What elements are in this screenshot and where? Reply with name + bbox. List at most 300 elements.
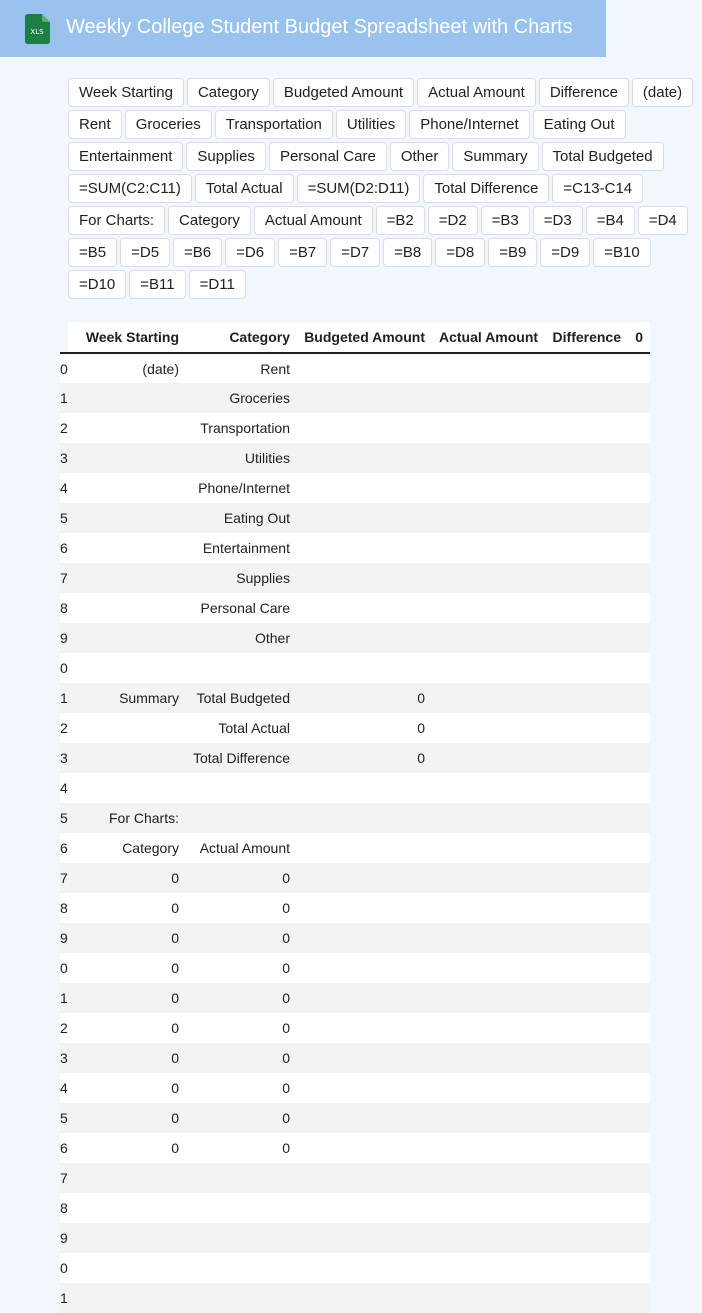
table-cell bbox=[545, 983, 628, 1013]
table-cell bbox=[68, 1193, 186, 1223]
table-cell: Total Budgeted bbox=[186, 683, 297, 713]
table-row bbox=[60, 1163, 650, 1193]
row-index: 4 bbox=[60, 473, 68, 503]
table-cell: (date) bbox=[68, 353, 186, 383]
table-cell: 0 bbox=[297, 743, 432, 773]
table-cell bbox=[628, 1283, 650, 1313]
row-index: 0 bbox=[60, 653, 68, 683]
table-cell bbox=[432, 623, 545, 653]
table-row bbox=[60, 623, 650, 653]
table-cell bbox=[432, 713, 545, 743]
table-cell bbox=[628, 383, 650, 413]
table-cell bbox=[545, 803, 628, 833]
row-index: 2 bbox=[60, 1013, 68, 1043]
table-cell: Phone/Internet bbox=[186, 473, 297, 503]
row-index: 3 bbox=[60, 1043, 68, 1073]
column-chip[interactable]: =D5 bbox=[120, 238, 170, 267]
table-cell bbox=[186, 773, 297, 803]
table-cell bbox=[297, 803, 432, 833]
table-cell bbox=[432, 533, 545, 563]
table-cell bbox=[545, 683, 628, 713]
column-chip[interactable]: =B11 bbox=[129, 270, 185, 299]
table-cell bbox=[432, 1073, 545, 1103]
table-cell bbox=[68, 473, 186, 503]
table-cell bbox=[432, 653, 545, 683]
table-cell: 0 bbox=[68, 1043, 186, 1073]
column-chip[interactable]: Difference bbox=[539, 78, 629, 107]
table-cell bbox=[68, 653, 186, 683]
row-index: 0 bbox=[60, 353, 68, 383]
table-row bbox=[60, 473, 650, 503]
table-cell bbox=[628, 713, 650, 743]
column-chip[interactable]: =B10 bbox=[593, 238, 650, 267]
column-chip[interactable]: =D7 bbox=[330, 238, 380, 267]
page-title: Weekly College Student Budget Spreadsheet with Charts bbox=[66, 16, 573, 38]
table-cell bbox=[297, 833, 432, 863]
table-cell bbox=[68, 443, 186, 473]
table-cell bbox=[186, 1253, 297, 1283]
table-cell bbox=[545, 653, 628, 683]
table-cell bbox=[628, 893, 650, 923]
table-cell bbox=[297, 1283, 432, 1313]
column-chip[interactable]: =C13-C14 bbox=[552, 174, 643, 203]
column-chip[interactable]: Actual Amount bbox=[417, 78, 536, 107]
table-row bbox=[60, 953, 650, 983]
table-row bbox=[60, 1283, 650, 1313]
table-row bbox=[60, 1223, 650, 1253]
table-cell: Total Difference bbox=[186, 743, 297, 773]
table-cell: 0 bbox=[68, 1133, 186, 1163]
table-cell bbox=[297, 953, 432, 983]
column-chip[interactable]: Other bbox=[390, 142, 450, 171]
table-cell bbox=[545, 1193, 628, 1223]
table-cell: Rent bbox=[186, 353, 297, 383]
table-cell: 0 bbox=[186, 983, 297, 1013]
table-cell bbox=[628, 743, 650, 773]
column-chip[interactable]: Rent bbox=[68, 110, 122, 139]
table-cell bbox=[628, 1253, 650, 1283]
table-cell bbox=[432, 1133, 545, 1163]
table-cell: Utilities bbox=[186, 443, 297, 473]
table-row bbox=[60, 803, 650, 833]
table-cell bbox=[628, 653, 650, 683]
app-header bbox=[0, 0, 606, 57]
table-row bbox=[60, 533, 650, 563]
row-index: 9 bbox=[60, 623, 68, 653]
table-row bbox=[60, 383, 650, 413]
row-index: 6 bbox=[60, 533, 68, 563]
table-cell bbox=[628, 773, 650, 803]
column-chip[interactable]: Total Actual bbox=[195, 174, 294, 203]
data-table-container[interactable] bbox=[60, 322, 650, 1306]
xls-icon-label: XLS bbox=[30, 28, 44, 36]
column-chip[interactable]: =D11 bbox=[189, 270, 246, 299]
data-table bbox=[60, 322, 650, 1313]
column-chip[interactable]: Groceries bbox=[125, 110, 212, 139]
table-cell bbox=[628, 833, 650, 863]
table-cell bbox=[297, 773, 432, 803]
table-cell: 0 bbox=[68, 1103, 186, 1133]
table-cell bbox=[628, 983, 650, 1013]
table-row bbox=[60, 1043, 650, 1073]
table-cell bbox=[545, 383, 628, 413]
table-cell bbox=[545, 863, 628, 893]
table-cell: 0 bbox=[186, 1103, 297, 1133]
table-cell bbox=[297, 563, 432, 593]
column-header[interactable]: Actual Amount bbox=[432, 322, 545, 353]
table-cell: Summary bbox=[68, 683, 186, 713]
table-cell bbox=[545, 1253, 628, 1283]
table-cell bbox=[186, 1283, 297, 1313]
table-cell: Category bbox=[68, 833, 186, 863]
table-cell bbox=[68, 383, 186, 413]
xls-file-icon bbox=[25, 14, 50, 44]
table-cell bbox=[68, 743, 186, 773]
column-header[interactable]: 0 bbox=[628, 322, 650, 353]
table-cell bbox=[545, 533, 628, 563]
table-row bbox=[60, 1013, 650, 1043]
table-row bbox=[60, 743, 650, 773]
table-cell bbox=[628, 1133, 650, 1163]
column-chip[interactable]: Actual Amount bbox=[254, 206, 373, 235]
table-cell bbox=[432, 1043, 545, 1073]
row-index: 7 bbox=[60, 1163, 68, 1193]
column-chip[interactable]: (date) bbox=[632, 78, 693, 107]
table-cell bbox=[297, 533, 432, 563]
table-cell bbox=[297, 983, 432, 1013]
table-cell bbox=[68, 1223, 186, 1253]
table-cell bbox=[545, 1013, 628, 1043]
table-cell bbox=[68, 1253, 186, 1283]
table-cell: 0 bbox=[186, 893, 297, 923]
table-cell bbox=[545, 713, 628, 743]
row-index: 7 bbox=[60, 863, 68, 893]
table-cell bbox=[432, 503, 545, 533]
table-cell bbox=[297, 1253, 432, 1283]
table-cell bbox=[628, 353, 650, 383]
table-cell bbox=[545, 1103, 628, 1133]
table-cell bbox=[628, 1193, 650, 1223]
column-chip[interactable]: =B4 bbox=[586, 206, 635, 235]
row-index: 4 bbox=[60, 1073, 68, 1103]
row-index: 0 bbox=[60, 1253, 68, 1283]
column-chip[interactable]: Transportation bbox=[215, 110, 333, 139]
table-cell bbox=[545, 1133, 628, 1163]
table-cell bbox=[186, 653, 297, 683]
table-cell bbox=[628, 443, 650, 473]
table-cell bbox=[628, 1223, 650, 1253]
table-cell: 0 bbox=[186, 923, 297, 953]
table-cell bbox=[628, 473, 650, 503]
column-chip[interactable]: =D4 bbox=[638, 206, 688, 235]
table-cell: Transportation bbox=[186, 413, 297, 443]
column-chip[interactable]: =D9 bbox=[540, 238, 590, 267]
column-chip[interactable]: Budgeted Amount bbox=[273, 78, 414, 107]
table-cell: Personal Care bbox=[186, 593, 297, 623]
table-cell bbox=[628, 593, 650, 623]
row-index: 5 bbox=[60, 803, 68, 833]
table-row bbox=[60, 593, 650, 623]
table-cell bbox=[432, 833, 545, 863]
table-cell bbox=[297, 623, 432, 653]
row-index: 8 bbox=[60, 893, 68, 923]
table-cell bbox=[68, 413, 186, 443]
row-index: 7 bbox=[60, 563, 68, 593]
column-chip[interactable]: =B7 bbox=[278, 238, 327, 267]
table-cell bbox=[432, 1163, 545, 1193]
column-chip[interactable]: =D6 bbox=[225, 238, 275, 267]
table-cell bbox=[68, 533, 186, 563]
table-cell bbox=[432, 353, 545, 383]
table-cell bbox=[432, 1103, 545, 1133]
column-chip[interactable]: =B5 bbox=[68, 238, 117, 267]
column-chip[interactable]: Eating Out bbox=[533, 110, 626, 139]
table-cell: 0 bbox=[186, 1073, 297, 1103]
table-cell bbox=[545, 773, 628, 803]
table-row bbox=[60, 1103, 650, 1133]
table-cell bbox=[628, 683, 650, 713]
table-cell bbox=[545, 1283, 628, 1313]
table-cell bbox=[628, 533, 650, 563]
table-cell bbox=[432, 1013, 545, 1043]
table-cell bbox=[628, 503, 650, 533]
table-cell bbox=[297, 893, 432, 923]
table-cell bbox=[186, 1163, 297, 1193]
table-row bbox=[60, 773, 650, 803]
row-index: 5 bbox=[60, 503, 68, 533]
table-cell bbox=[628, 953, 650, 983]
row-index: 9 bbox=[60, 1223, 68, 1253]
table-cell bbox=[432, 863, 545, 893]
table-cell bbox=[68, 1163, 186, 1193]
table-row bbox=[60, 653, 650, 683]
table-row bbox=[60, 413, 650, 443]
table-cell bbox=[68, 773, 186, 803]
row-index: 3 bbox=[60, 443, 68, 473]
row-index: 3 bbox=[60, 743, 68, 773]
table-cell bbox=[432, 683, 545, 713]
column-chip[interactable]: =D8 bbox=[435, 238, 485, 267]
table-cell bbox=[545, 953, 628, 983]
table-cell: 0 bbox=[68, 863, 186, 893]
column-chip[interactable]: =B3 bbox=[481, 206, 530, 235]
column-header[interactable]: Difference bbox=[545, 322, 628, 353]
column-chip[interactable]: Category bbox=[187, 78, 270, 107]
table-row bbox=[60, 1073, 650, 1103]
table-cell bbox=[628, 923, 650, 953]
table-row bbox=[60, 713, 650, 743]
table-cell bbox=[545, 1043, 628, 1073]
table-cell bbox=[432, 803, 545, 833]
table-row bbox=[60, 503, 650, 533]
table-cell: Total Actual bbox=[186, 713, 297, 743]
table-row bbox=[60, 983, 650, 1013]
table-cell bbox=[68, 593, 186, 623]
table-cell: 0 bbox=[68, 923, 186, 953]
column-chip[interactable]: Personal Care bbox=[269, 142, 387, 171]
table-cell bbox=[628, 803, 650, 833]
table-header-row bbox=[60, 322, 650, 353]
table-cell bbox=[628, 1013, 650, 1043]
table-cell bbox=[545, 473, 628, 503]
column-chip[interactable]: =D10 bbox=[68, 270, 126, 299]
table-cell: Other bbox=[186, 623, 297, 653]
table-row bbox=[60, 443, 650, 473]
column-chip[interactable]: For Charts: bbox=[68, 206, 165, 235]
table-cell: Groceries bbox=[186, 383, 297, 413]
column-header[interactable]: Week Starting bbox=[68, 322, 186, 353]
table-row bbox=[60, 683, 650, 713]
row-index: 6 bbox=[60, 1133, 68, 1163]
table-cell bbox=[297, 1163, 432, 1193]
table-cell bbox=[545, 503, 628, 533]
table-cell bbox=[545, 1073, 628, 1103]
table-cell bbox=[297, 923, 432, 953]
column-chip[interactable]: =B6 bbox=[173, 238, 222, 267]
column-chip[interactable]: Total Difference bbox=[423, 174, 549, 203]
table-cell bbox=[432, 473, 545, 503]
column-chip[interactable]: Entertainment bbox=[68, 142, 183, 171]
table-cell bbox=[297, 413, 432, 443]
table-cell: 0 bbox=[186, 863, 297, 893]
table-cell bbox=[432, 383, 545, 413]
table-cell bbox=[186, 1223, 297, 1253]
table-cell bbox=[432, 443, 545, 473]
table-cell bbox=[628, 1163, 650, 1193]
row-index: 2 bbox=[60, 713, 68, 743]
table-row bbox=[60, 833, 650, 863]
table-cell bbox=[432, 593, 545, 623]
table-cell bbox=[297, 353, 432, 383]
table-cell bbox=[297, 863, 432, 893]
table-row bbox=[60, 1133, 650, 1163]
table-row bbox=[60, 893, 650, 923]
column-chip[interactable]: =SUM(C2:C11) bbox=[68, 174, 192, 203]
column-header[interactable] bbox=[60, 322, 68, 353]
table-cell: 0 bbox=[297, 683, 432, 713]
table-cell bbox=[628, 863, 650, 893]
table-cell bbox=[545, 833, 628, 863]
table-cell bbox=[628, 563, 650, 593]
row-index: 1 bbox=[60, 683, 68, 713]
column-chip[interactable]: Summary bbox=[452, 142, 538, 171]
table-cell bbox=[545, 1223, 628, 1253]
row-index: 9 bbox=[60, 923, 68, 953]
column-header[interactable]: Budgeted Amount bbox=[297, 322, 432, 353]
table-cell bbox=[545, 593, 628, 623]
table-row bbox=[60, 563, 650, 593]
table-row bbox=[60, 1253, 650, 1283]
table-cell bbox=[545, 353, 628, 383]
column-chips bbox=[68, 78, 698, 299]
table-cell bbox=[68, 1283, 186, 1313]
column-chip[interactable]: =B8 bbox=[383, 238, 432, 267]
column-header[interactable]: Category bbox=[186, 322, 297, 353]
row-index: 2 bbox=[60, 413, 68, 443]
table-cell: Entertainment bbox=[186, 533, 297, 563]
table-cell: Supplies bbox=[186, 563, 297, 593]
column-chip[interactable]: Total Budgeted bbox=[542, 142, 664, 171]
table-cell bbox=[432, 1223, 545, 1253]
table-cell bbox=[297, 593, 432, 623]
table-cell bbox=[545, 623, 628, 653]
table-cell bbox=[545, 443, 628, 473]
table-cell bbox=[432, 923, 545, 953]
table-cell bbox=[297, 1043, 432, 1073]
column-chip[interactable]: Phone/Internet bbox=[409, 110, 529, 139]
table-cell bbox=[68, 563, 186, 593]
table-cell bbox=[545, 1163, 628, 1193]
table-cell bbox=[545, 923, 628, 953]
row-index: 8 bbox=[60, 593, 68, 623]
table-row bbox=[60, 1193, 650, 1223]
table-cell bbox=[545, 743, 628, 773]
table-cell: Eating Out bbox=[186, 503, 297, 533]
column-chip[interactable]: =B9 bbox=[488, 238, 537, 267]
row-index: 4 bbox=[60, 773, 68, 803]
table-cell bbox=[432, 1193, 545, 1223]
table-cell bbox=[545, 413, 628, 443]
table-cell: 0 bbox=[68, 1013, 186, 1043]
table-cell bbox=[628, 1103, 650, 1133]
table-cell bbox=[432, 953, 545, 983]
table-cell bbox=[432, 983, 545, 1013]
table-cell bbox=[628, 1043, 650, 1073]
table-cell bbox=[545, 893, 628, 923]
table-cell: 0 bbox=[186, 1133, 297, 1163]
table-cell: 0 bbox=[186, 1043, 297, 1073]
table-row bbox=[60, 353, 650, 383]
table-cell bbox=[297, 1103, 432, 1133]
column-chip[interactable]: =D2 bbox=[428, 206, 478, 235]
table-cell bbox=[186, 803, 297, 833]
table-cell bbox=[628, 623, 650, 653]
table-cell bbox=[68, 503, 186, 533]
column-chip[interactable]: Supplies bbox=[186, 142, 266, 171]
column-chip[interactable]: =D3 bbox=[533, 206, 583, 235]
table-cell bbox=[432, 413, 545, 443]
row-index: 6 bbox=[60, 833, 68, 863]
table-row bbox=[60, 863, 650, 893]
table-cell: 0 bbox=[68, 953, 186, 983]
table-cell bbox=[628, 1073, 650, 1103]
table-cell bbox=[432, 1283, 545, 1313]
row-index: 0 bbox=[60, 953, 68, 983]
table-cell bbox=[628, 413, 650, 443]
column-chip[interactable]: =SUM(D2:D11) bbox=[297, 174, 421, 203]
table-cell bbox=[297, 1223, 432, 1253]
table-cell bbox=[297, 473, 432, 503]
table-cell bbox=[545, 563, 628, 593]
table-cell bbox=[297, 1073, 432, 1103]
column-chip[interactable]: =B2 bbox=[376, 206, 425, 235]
table-cell bbox=[432, 773, 545, 803]
row-index: 1 bbox=[60, 983, 68, 1013]
row-index: 1 bbox=[60, 383, 68, 413]
table-cell bbox=[297, 653, 432, 683]
column-chip[interactable]: Week Starting bbox=[68, 78, 184, 107]
table-cell: 0 bbox=[297, 713, 432, 743]
column-chip[interactable]: Utilities bbox=[336, 110, 406, 139]
table-cell bbox=[432, 893, 545, 923]
table-cell bbox=[297, 383, 432, 413]
table-body bbox=[60, 353, 650, 1313]
table-row bbox=[60, 923, 650, 953]
table-cell bbox=[297, 503, 432, 533]
table-cell bbox=[186, 1193, 297, 1223]
column-chip[interactable]: Category bbox=[168, 206, 251, 235]
table-cell: Actual Amount bbox=[186, 833, 297, 863]
